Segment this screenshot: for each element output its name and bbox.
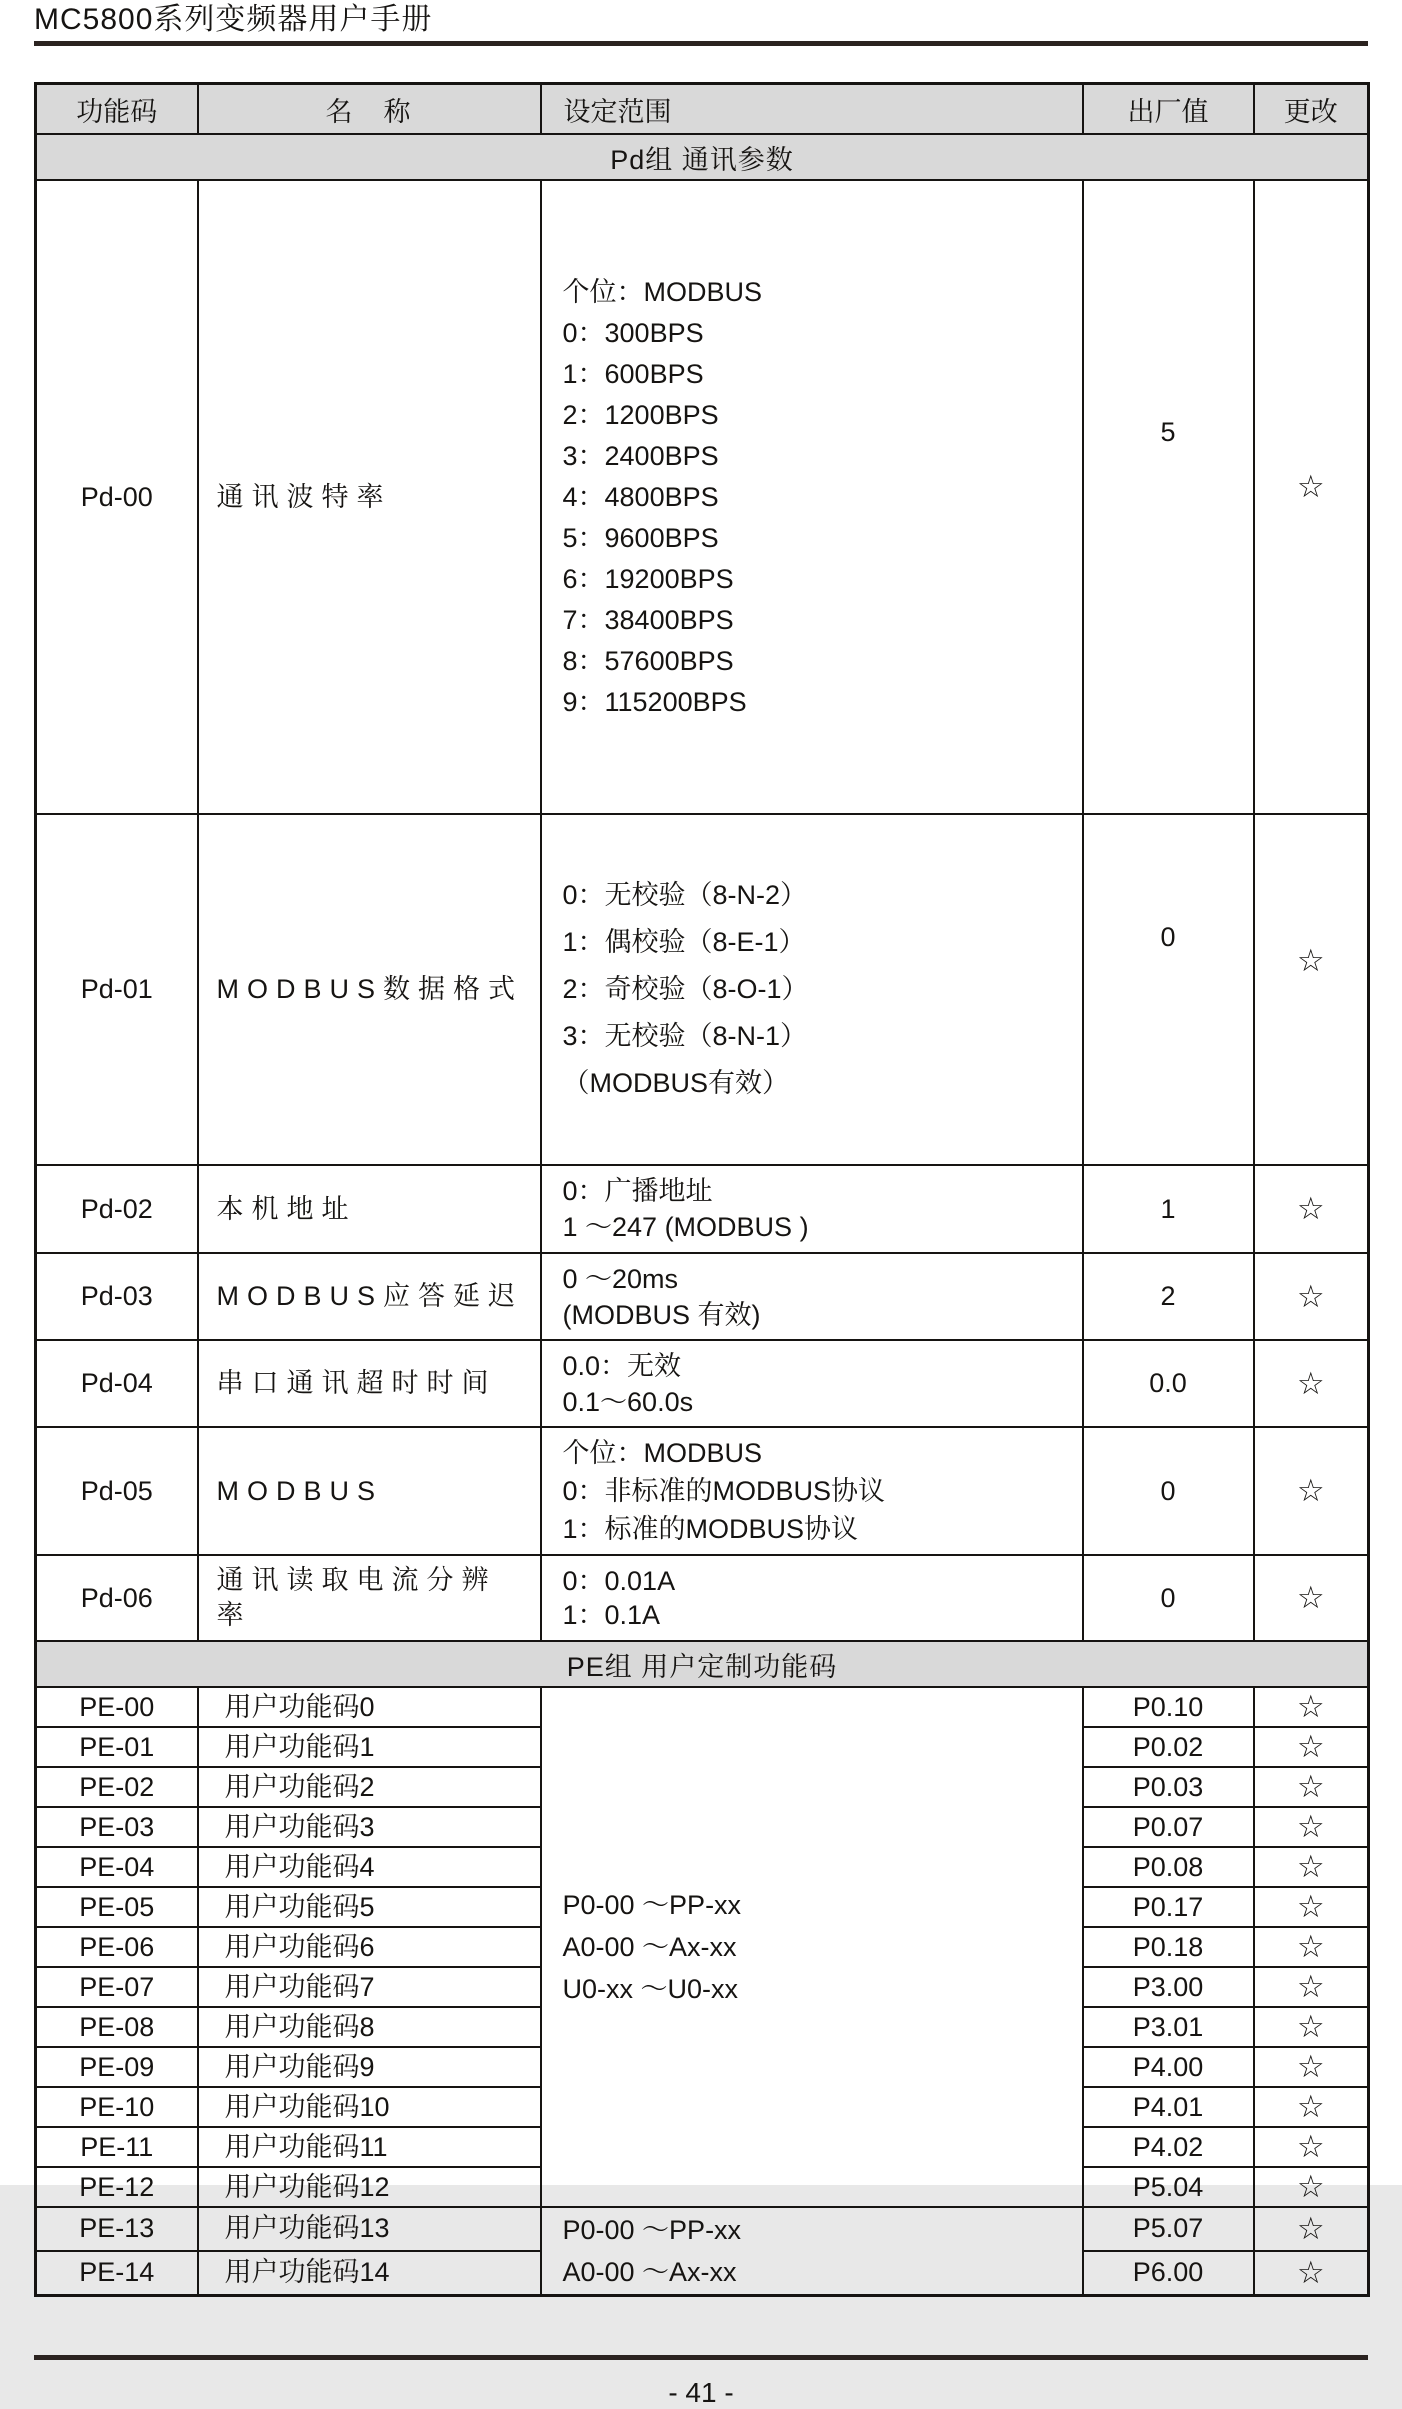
name-text: 用户功能码2: [224, 1771, 375, 1802]
change-star-cell: [1254, 1253, 1369, 1340]
default-value-cell: P4.01: [1083, 2087, 1254, 2127]
default-value-cell: P3.00: [1083, 1967, 1254, 2007]
range-line: 0.1～60.0s: [562, 1386, 694, 1417]
function-code-cell: PE-03: [36, 1807, 198, 1847]
table-header-row: [36, 84, 1369, 135]
name-cell: [198, 1727, 541, 1767]
range-line: 0：非标准的MODBUS协议: [562, 1476, 886, 1506]
table-row: [36, 180, 1369, 814]
range-cell: [541, 814, 1083, 1165]
range-line: A0-00 ～Ax-xx: [562, 2257, 737, 2287]
function-code-cell: Pd-02: [36, 1165, 198, 1253]
star-icon: ☆: [1296, 1191, 1325, 1226]
star-icon: ☆: [1296, 1769, 1325, 1804]
name-cell: [198, 1767, 541, 1807]
range-cell: [541, 1555, 1083, 1641]
function-code-cell: PE-01: [36, 1727, 198, 1767]
name-text: MODBUS数据格式: [216, 974, 524, 1004]
range-cell: [541, 1687, 1083, 2207]
range-line: 2：1200BPS: [562, 399, 719, 430]
range-line: 9：115200BPS: [562, 686, 747, 717]
name-cell: [198, 180, 541, 814]
table-row: [36, 814, 1369, 1165]
name-cell: [198, 814, 541, 1165]
table-row: [36, 1427, 1369, 1555]
name-text: 通讯读取电流分辨率: [216, 1565, 497, 1630]
range-line: 6：19200BPS: [562, 563, 734, 594]
range-line: P0-00 ～PP-xx: [562, 2215, 742, 2245]
range-cell: [541, 1253, 1083, 1340]
table-row: [36, 1340, 1369, 1427]
star-icon: ☆: [1296, 1278, 1325, 1314]
default-value-cell: P0.08: [1083, 1847, 1254, 1887]
star-icon: ☆: [1296, 2089, 1325, 2124]
star-icon: ☆: [1296, 2169, 1325, 2204]
range-line: 0：无校验（8-N-2）: [562, 880, 808, 910]
change-star-cell: [1254, 1887, 1369, 1927]
range-line: 1：0.1A: [562, 1600, 661, 1630]
range-line: 0 ～20ms: [562, 1263, 679, 1294]
change-star-cell: [1254, 1687, 1369, 1727]
default-value-cell: 0.0: [1083, 1340, 1254, 1427]
default-value-cell: 5: [1083, 180, 1254, 814]
range-line: 1：标准的MODBUS协议: [562, 1514, 859, 1544]
name-cell: [198, 2167, 541, 2207]
name-cell: [198, 1687, 541, 1727]
default-value-cell: P6.00: [1083, 2251, 1254, 2296]
function-code-cell: Pd-04: [36, 1340, 198, 1427]
section-title-row: [36, 1641, 1369, 1687]
name-text: 用户功能码0: [224, 1691, 375, 1722]
range-line: 2：奇校验（8-O-1）: [562, 974, 809, 1004]
range-line: 1 ～247 (MODBUS ): [562, 1212, 809, 1242]
range-cell: [541, 1427, 1083, 1555]
default-value-cell: 2: [1083, 1253, 1254, 1340]
name-cell: [198, 1807, 541, 1847]
range-line: 7：38400BPS: [562, 604, 734, 635]
name-cell: [198, 1340, 541, 1427]
name-cell: [198, 1165, 541, 1253]
range-line: 1：600BPS: [562, 358, 704, 389]
name-text: 用户功能码7: [224, 1971, 375, 2002]
function-code-cell: PE-00: [36, 1687, 198, 1727]
function-code-cell: PE-14: [36, 2251, 198, 2296]
star-icon: ☆: [1296, 943, 1325, 978]
default-value-cell: P5.07: [1083, 2207, 1254, 2251]
name-cell: [198, 2087, 541, 2127]
function-code-cell: PE-12: [36, 2167, 198, 2207]
table-row: [36, 1253, 1369, 1340]
change-star-cell: [1254, 1340, 1369, 1427]
name-cell: [198, 2007, 541, 2047]
default-value-cell: P4.00: [1083, 2047, 1254, 2087]
change-star-cell: [1254, 1967, 1369, 2007]
function-code-cell: PE-10: [36, 2087, 198, 2127]
change-star-cell: [1254, 1767, 1369, 1807]
change-star-cell: [1254, 2007, 1369, 2047]
default-value-cell: 0: [1083, 814, 1254, 1165]
name-text: 用户功能码9: [224, 2051, 375, 2082]
header-change: 更改: [1254, 84, 1369, 135]
star-icon: ☆: [1296, 1473, 1325, 1508]
name-text: 通讯波特率: [216, 481, 392, 512]
change-star-cell: [1254, 1927, 1369, 1967]
name-cell: [198, 2047, 541, 2087]
name-text: 用户功能码13: [224, 2213, 390, 2244]
header-setting-range: 设定范围: [541, 84, 1083, 135]
change-star-cell: [1254, 814, 1369, 1165]
function-code-cell: PE-04: [36, 1847, 198, 1887]
name-text: 用户功能码3: [224, 1811, 375, 1842]
range-line: 3：无校验（8-N-1）: [562, 1021, 808, 1051]
function-code-cell: PE-11: [36, 2127, 198, 2167]
default-value-cell: P0.17: [1083, 1887, 1254, 1927]
function-code-cell: PE-13: [36, 2207, 198, 2251]
function-code-cell: Pd-06: [36, 1555, 198, 1641]
star-icon: ☆: [1296, 2049, 1325, 2084]
default-value-cell: P4.02: [1083, 2127, 1254, 2167]
star-icon: ☆: [1296, 1969, 1325, 2004]
change-star-cell: [1254, 180, 1369, 814]
range-line: U0-xx ～U0-xx: [562, 1974, 739, 2004]
function-code-cell: PE-07: [36, 1967, 198, 2007]
name-text: 串口通讯超时时间: [216, 1368, 497, 1398]
function-code-cell: Pd-05: [36, 1427, 198, 1555]
default-value-cell: 0: [1083, 1555, 1254, 1641]
range-line: 3：2400BPS: [562, 440, 719, 471]
name-text: MODBUS: [216, 1475, 384, 1506]
name-cell: [198, 1555, 541, 1641]
name-cell: [198, 1967, 541, 2007]
function-code-cell: Pd-01: [36, 814, 198, 1165]
table-row: [36, 2207, 1369, 2251]
default-value-cell: P0.07: [1083, 1807, 1254, 1847]
range-line: (MODBUS 有效): [562, 1299, 761, 1330]
table-row: [36, 1165, 1369, 1253]
change-star-cell: [1254, 1847, 1369, 1887]
name-text: 用户功能码8: [224, 2011, 375, 2042]
star-icon: ☆: [1296, 1689, 1325, 1724]
page-number: - 41 -: [668, 2377, 734, 2408]
change-star-cell: [1254, 2087, 1369, 2127]
change-star-cell: [1254, 1165, 1369, 1253]
name-text: 用户功能码14: [224, 2257, 390, 2288]
name-cell: [198, 1927, 541, 1967]
document-title: MC5800系列变频器用户手册: [34, 3, 433, 36]
function-code-cell: PE-09: [36, 2047, 198, 2087]
name-cell: [198, 2207, 541, 2251]
change-star-cell: [1254, 2127, 1369, 2167]
name-text: 用户功能码1: [224, 1731, 375, 1762]
function-code-cell: Pd-00: [36, 180, 198, 814]
name-text: 用户功能码5: [224, 1891, 375, 1922]
name-text: 用户功能码10: [224, 2091, 390, 2122]
header-factory-value: 出厂值: [1083, 84, 1254, 135]
name-cell: [198, 1847, 541, 1887]
function-code-cell: PE-08: [36, 2007, 198, 2047]
default-value-cell: P3.01: [1083, 2007, 1254, 2047]
star-icon: ☆: [1296, 1729, 1325, 1764]
star-icon: ☆: [1296, 1929, 1325, 1964]
star-icon: ☆: [1296, 2210, 1325, 2246]
range-line: 1：偶校验（8-E-1）: [562, 927, 806, 957]
star-icon: ☆: [1296, 1849, 1325, 1884]
star-icon: ☆: [1296, 2254, 1325, 2290]
star-icon: ☆: [1296, 1889, 1325, 1924]
star-icon: ☆: [1296, 2129, 1325, 2164]
change-star-cell: [1254, 1555, 1369, 1641]
star-icon: ☆: [1296, 1365, 1325, 1401]
range-line: 0.0：无效: [562, 1350, 682, 1381]
parameter-table: [34, 82, 1370, 2297]
range-line: 8：57600BPS: [562, 645, 734, 676]
default-value-cell: P0.10: [1083, 1687, 1254, 1727]
name-text: 用户功能码6: [224, 1931, 375, 1962]
title-rule: [34, 41, 1368, 46]
change-star-cell: [1254, 1427, 1369, 1555]
section-title: Pd组 通讯参数: [36, 134, 1369, 180]
function-code-cell: Pd-03: [36, 1253, 198, 1340]
range-cell: [541, 180, 1083, 814]
default-value-cell: 0: [1083, 1427, 1254, 1555]
default-value-cell: P0.02: [1083, 1727, 1254, 1767]
name-text: 用户功能码4: [224, 1851, 375, 1882]
name-cell: [198, 1887, 541, 1927]
change-star-cell: [1254, 2047, 1369, 2087]
name-text: 本机地址: [216, 1193, 357, 1224]
range-cell: [541, 1340, 1083, 1427]
range-line: 4：4800BPS: [562, 481, 719, 512]
star-icon: ☆: [1296, 1809, 1325, 1844]
footer-rule: [34, 2355, 1368, 2360]
star-icon: ☆: [1296, 1580, 1325, 1615]
range-line: 个位：MODBUS: [562, 1438, 763, 1468]
change-star-cell: [1254, 1807, 1369, 1847]
name-cell: [198, 1253, 541, 1340]
default-value-cell: P0.03: [1083, 1767, 1254, 1807]
header-function-code: 功能码: [36, 84, 198, 135]
default-value-cell: 1: [1083, 1165, 1254, 1253]
default-value-cell: P0.18: [1083, 1927, 1254, 1967]
section-title: PE组 用户定制功能码: [36, 1641, 1369, 1687]
header-name: 名 称: [198, 84, 541, 135]
range-line: 5：9600BPS: [562, 522, 719, 553]
star-icon: ☆: [1296, 468, 1325, 504]
name-cell: [198, 1427, 541, 1555]
function-code-cell: PE-02: [36, 1767, 198, 1807]
name-text: 用户功能码12: [224, 2171, 390, 2202]
function-code-cell: PE-05: [36, 1887, 198, 1927]
table-row: [36, 1555, 1369, 1641]
name-text: MODBUS应答延迟: [216, 1281, 524, 1311]
range-cell: [541, 1165, 1083, 1253]
function-code-cell: PE-06: [36, 1927, 198, 1967]
change-star-cell: [1254, 1727, 1369, 1767]
range-line: 0：0.01A: [562, 1566, 676, 1596]
range-line: 个位：MODBUS: [562, 276, 763, 307]
name-cell: [198, 2127, 541, 2167]
table-row: [36, 1687, 1369, 1727]
section-title-row: [36, 134, 1369, 180]
range-line: P0-00 ～PP-xx: [562, 1890, 742, 1920]
name-text: 用户功能码11: [224, 2131, 388, 2162]
range-line: A0-00 ～Ax-xx: [562, 1932, 737, 1962]
range-line: 0：300BPS: [562, 317, 704, 348]
default-value-cell: P5.04: [1083, 2167, 1254, 2207]
name-cell: [198, 2251, 541, 2296]
range-cell: [541, 2207, 1083, 2296]
change-star-cell: [1254, 2167, 1369, 2207]
range-line: （MODBUS有效）: [562, 1068, 790, 1098]
star-icon: ☆: [1296, 2009, 1325, 2044]
change-star-cell: [1254, 2207, 1369, 2251]
range-line: 0：广播地址: [562, 1176, 713, 1206]
change-star-cell: [1254, 2251, 1369, 2296]
